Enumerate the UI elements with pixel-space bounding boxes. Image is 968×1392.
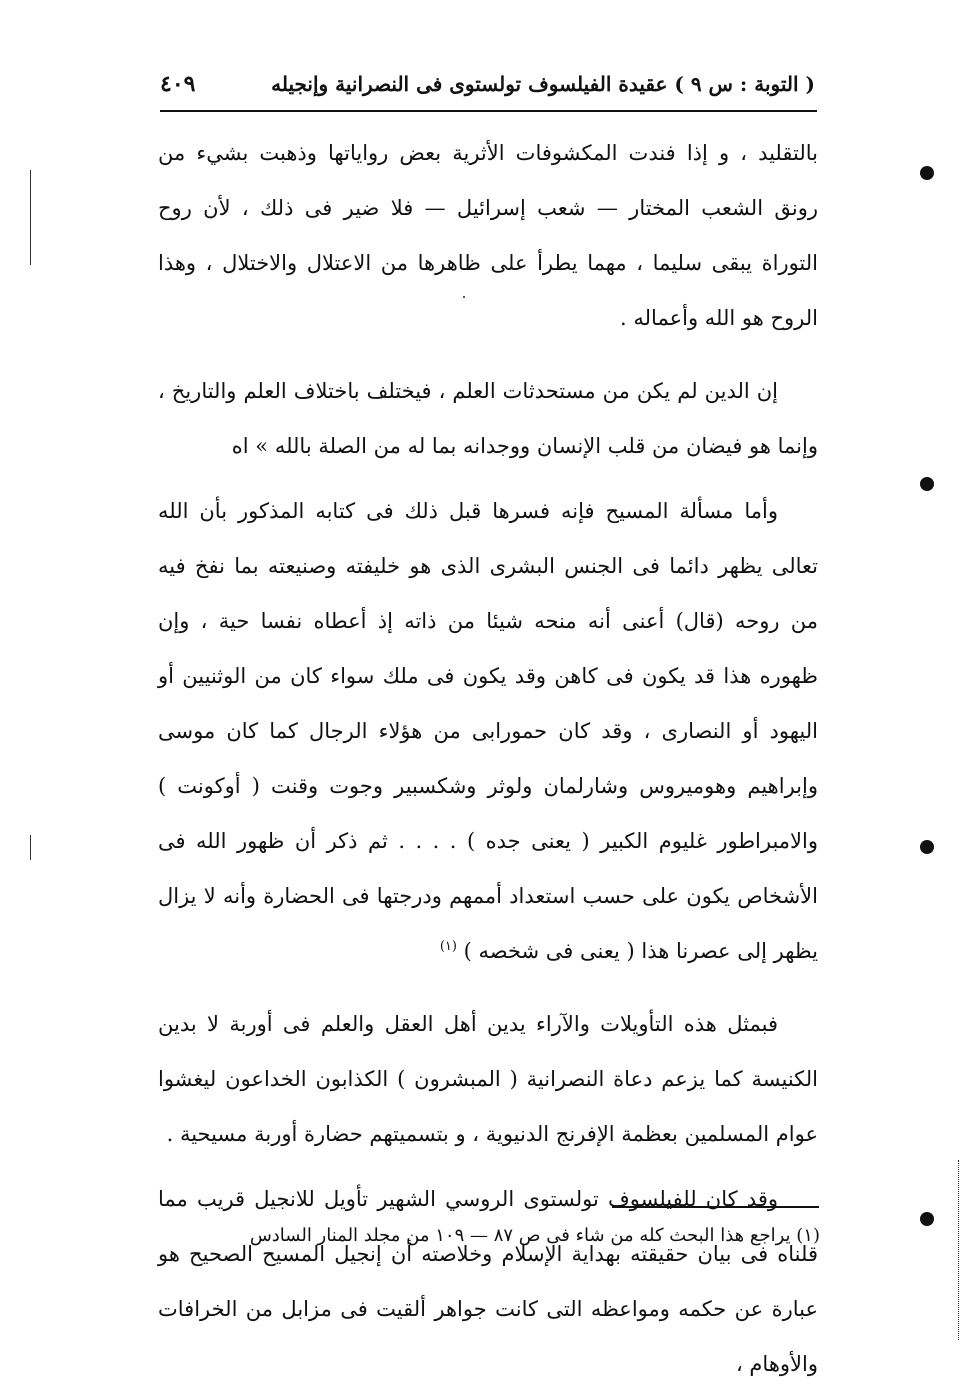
scan-edge-line (30, 835, 31, 860)
footnote-rule (612, 1206, 819, 1208)
paragraph-2: إن الدين لم يكن من مستحدثات العلم ، فيختلف باختلاف العلم والتاريخ ، وإنما هو فيضان من قلب الإنسان ووجدانه بما له من الصلة بالله » اه (158, 379, 818, 458)
header-title: ( التوبة : س ٩ ) عقيدة الفيلسوف تولستوى فى النصرانية وإنجيله (271, 72, 815, 96)
page-number: ٤٠٩ (160, 71, 196, 97)
margin-dot-mark (920, 840, 934, 854)
scan-edge-line (958, 1160, 959, 1340)
paragraph-3 (158, 484, 818, 979)
margin-dot-mark (920, 166, 934, 180)
paragraph-5: وقد كان للفيلسوف تولستوى الروسي الشهير تأويل للانجيل قريب مما قلناه فى بيان حقيقته بهداية الإسلام وخلاصته أن إنجيل المسيح الصحيح هو عبارة عن حكمه ومواعظه التى كانت جواهر ألقيت فى مزابل من الخرافات والأوهام ، (158, 1187, 818, 1376)
footnote-reference: (١) (439, 939, 457, 954)
body-text (158, 126, 818, 1392)
paragraph-1: بالتقليد ، و إذا فندت المكشوفات الأثرية بعض رواياتها وذهبت بشيء من رونق الشعب المختار — شعب إسرائيل — فلا ضير فى ذلك ، لأن روح التوراة يبقى سليما ، مهما يطرأ على ظاهرها من الاعتلال والاختلال ، وهذا الروح هو الله وأعماله . (158, 141, 818, 330)
margin-dot-mark (920, 1212, 934, 1226)
footnote: (١) يراجع هذا البحث كله من شاء فى ص ٨٧ — ١٠٩ من مجلد المنار السادس (249, 1225, 820, 1246)
margin-dot-mark (920, 477, 934, 491)
running-header (160, 62, 815, 106)
paragraph-4: فبمثل هذه التأويلات والآراء يدين أهل العقل والعلم فى أوربة لا بدين الكنيسة كما يزعم دعاة النصرانية ( المبشرون ) الكذابون الخداعون ليغشوا عوام المسلمين بعظمة الإفرنج الدنيوية ، و بتسميتهم حضارة أوربة مسيحية . (158, 1012, 818, 1146)
header-rule (160, 110, 817, 112)
scan-edge-line (30, 170, 31, 265)
scan-speck (463, 296, 465, 298)
paragraph-3-text: وأما مسألة المسيح فإنه فسرها قبل ذلك فى كتابه المذكور بأن الله تعالى يظهر دائما فى الجنس البشرى الذى هو خليفته وصنيعته بما نفخ فيه من روحه (قال) أعنى أنه منحه شيئا من ذاته إذ أعطاه نفسا حية ، وإن ظهوره هذا قد يكون فى كاهن وقد يكون فى ملك سواء كان من الوثنيين أو اليهود أو النصارى ، وقد كان حمورابى من هؤلاء الرجال كما كان موسى وإبراهيم وهوميروس وشارلمان ولوثر وشكسبير وجوت وقنت ( أوكونت ) والامبراطور غليوم الكبير ( يعنى جده ) . . . . ثم ذكر أن ظهور الله فى الأشخاص يكون على حسب استعداد أممهم ودرجتها فى الحضارة وأنه لا يزال يظهر إلى عصرنا هذا ( يعنى فى شخصه ) (158, 499, 818, 963)
